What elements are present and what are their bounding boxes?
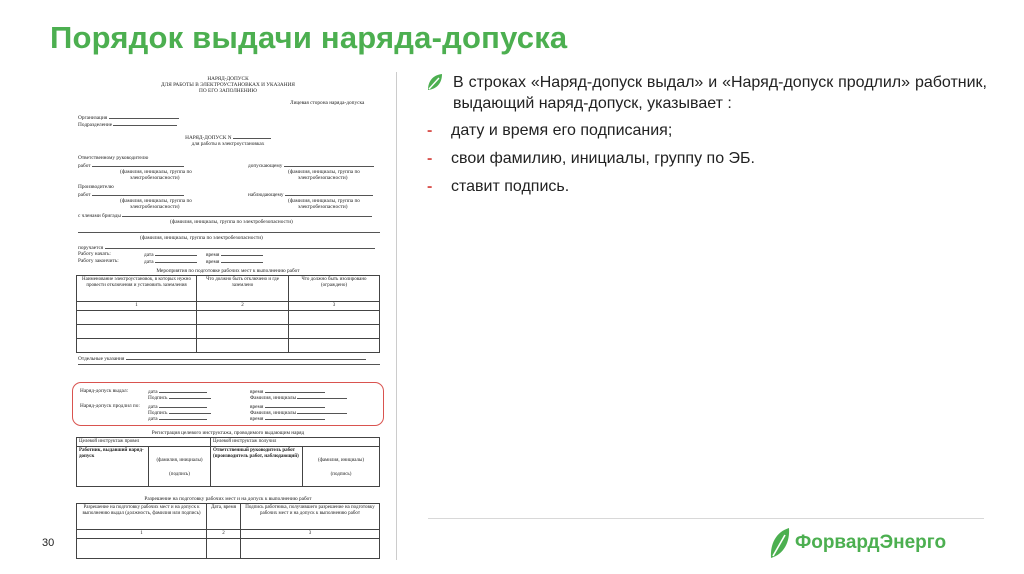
form-responsible: Ответственному руководителю <box>78 155 149 161</box>
bullet-item-text: дату и время его подписания; <box>451 122 673 139</box>
form-face-side: Лицевая сторона наряда-допуска <box>290 100 365 106</box>
form-extended-fio: Фамилия, инициалы <box>250 409 347 416</box>
form-issued-fio: Фамилия, инициалы <box>250 394 347 401</box>
briefing-col-left: Целевой инструктаж провел <box>77 438 211 447</box>
form-fio-group2: электробезопасности) <box>130 175 180 181</box>
form-issued: Наряд-допуск выдал: <box>80 388 129 394</box>
logo-text: ФорвардЭнерго <box>795 532 947 553</box>
permission-num-1: 1 <box>77 530 207 539</box>
form-issued-sign: Подпись <box>148 394 211 401</box>
measures-col-1: Наименование электроустановок, в которых нужно провести отключения и установить заземления <box>77 276 197 302</box>
page-title: Порядок выдачи наряда-допуска <box>50 20 568 55</box>
form-finish: Работу закончить: <box>78 258 119 264</box>
dash-marker: - <box>427 150 433 167</box>
permission-num-2: 2 <box>207 530 241 539</box>
bullet-item <box>425 148 987 170</box>
form-header-title: НАРЯД-ДОПУСК <box>207 76 249 82</box>
form-producer-fio2: электробезопасности) <box>130 204 180 210</box>
permission-num-3: 3 <box>241 530 380 539</box>
form-producer: Производителю <box>78 184 114 190</box>
form-observer-fio: (фамилия, инициалы, группа по <box>288 198 360 204</box>
company-logo <box>768 526 946 560</box>
form-brigade-fio-2: (фамилия, инициалы, группа по электробезопасности) <box>140 235 263 241</box>
form-permit-sub: для работы в электроустановках <box>191 141 265 147</box>
form-finish-time: время <box>206 258 263 265</box>
briefing-col-right: Целевой инструктаж получил <box>211 438 380 447</box>
form-permit-no: НАРЯД-ДОПУСК N <box>60 134 396 141</box>
bullet-first-text: В строках «Наряд-допуск выдал» и «Наряд-допуск продлил» работник, выдающий наряд-допуск, указывает : <box>453 74 987 112</box>
form-organization: Организация <box>78 114 179 121</box>
form-start: Работу начать: <box>78 251 111 257</box>
form-fio-group: (фамилия, инициалы, группа по <box>120 169 192 175</box>
briefing-right-role: Ответственный руководитель работ (производитель работ, наблюдающий) <box>211 447 303 487</box>
form-measures-table <box>76 275 380 353</box>
form-measures-title: Мероприятия по подготовке рабочих мест к выполнению работ <box>156 268 300 274</box>
form-extended-time-2: время <box>250 415 325 422</box>
dash-marker: - <box>427 178 433 195</box>
dash-marker: - <box>427 122 433 139</box>
form-briefing-title: Регистрация целевого инструктажа, проводимого выдающим наряд <box>151 430 305 436</box>
bullet-item-text: свои фамилию, инициалы, группу по ЭБ. <box>451 150 755 167</box>
form-issued-date: дата <box>148 388 207 395</box>
bullet-item <box>425 176 987 198</box>
form-admitter: допускающему <box>248 162 374 169</box>
permission-col-1: Разрешение на подготовку рабочих мест и на допуск к выполнению выдал (должность, фамилия или подпись) <box>77 504 207 530</box>
form-issued-time: время <box>250 388 325 395</box>
bullet-item-text: ставит подпись. <box>451 178 570 195</box>
form-extended: Наряд-допуск продлил по: <box>80 403 140 409</box>
briefing-left-role: Работник, выдавший наряд-допуск <box>77 447 149 487</box>
measures-col-3: Что должно быть изолировано (ограждено) <box>289 276 380 302</box>
form-finish-date: дата <box>144 258 197 265</box>
leaf-icon <box>425 72 445 92</box>
footer-divider <box>428 518 984 519</box>
page-number: 30 <box>42 537 55 549</box>
form-brigade: с членами бригады <box>78 212 372 219</box>
form-producer-2: работ <box>78 191 184 198</box>
bullet-first <box>425 72 987 114</box>
form-extended-sign: Подпись <box>148 409 211 416</box>
form-extended-date: дата <box>148 403 207 410</box>
form-brigade-fio: (фамилия, инициалы, группа по электробезопасности) <box>170 219 293 225</box>
measures-col-2: Что должно быть отключено и где заземлено <box>197 276 289 302</box>
form-fio-group-right: (фамилия, инициалы, группа по <box>288 169 360 175</box>
form-extended-date-2: дата <box>148 415 207 422</box>
form-extended-time: время <box>250 403 325 410</box>
form-responsible-2: работ <box>78 162 184 169</box>
form-producer-fio: (фамилия, инициалы, группа по <box>120 198 192 204</box>
bullet-item <box>425 120 987 142</box>
briefing-right-fio: (фамилия, инициалы) (подпись) <box>303 447 380 487</box>
leaf-icon <box>768 526 792 560</box>
form-division: Подразделение <box>78 121 177 128</box>
form-observer: наблюдающему <box>248 191 373 198</box>
permission-col-2: Дата, время <box>207 504 241 530</box>
form-start-time: время <box>206 251 263 258</box>
form-entrusted: поручается <box>78 244 375 251</box>
form-start-date: дата <box>144 251 197 258</box>
highlight-frame <box>72 382 384 426</box>
form-permission-title: Разрешение на подготовку рабочих мест и на допуск к выполнению работ <box>144 496 312 502</box>
form-header-subtitle-2: ПО ЕГО ЗАПОЛНЕНИЮ <box>199 88 257 94</box>
form-observer-fio2: электробезопасности) <box>298 204 348 210</box>
measures-num-3: 3 <box>289 302 380 311</box>
form-header-subtitle: ДЛЯ РАБОТЫ В ЭЛЕКТРОУСТАНОВКАХ И УКАЗАНИЯ <box>161 82 295 88</box>
form-fio-group2-right: электробезопасности) <box>298 175 348 181</box>
form-briefing-table <box>76 437 380 487</box>
measures-num-2: 2 <box>197 302 289 311</box>
bullet-list <box>425 72 987 198</box>
measures-num-1: 1 <box>77 302 197 311</box>
form-special: Отдельные указания <box>78 355 366 362</box>
permit-form-image <box>60 72 397 560</box>
permission-col-3: Подпись работника, получившего разрешение на подготовку рабочих мест и на допуск к выполнению работ <box>241 504 380 530</box>
form-permission-table <box>76 503 380 559</box>
briefing-left-fio: (фамилия, инициалы) (подпись) <box>149 447 211 487</box>
